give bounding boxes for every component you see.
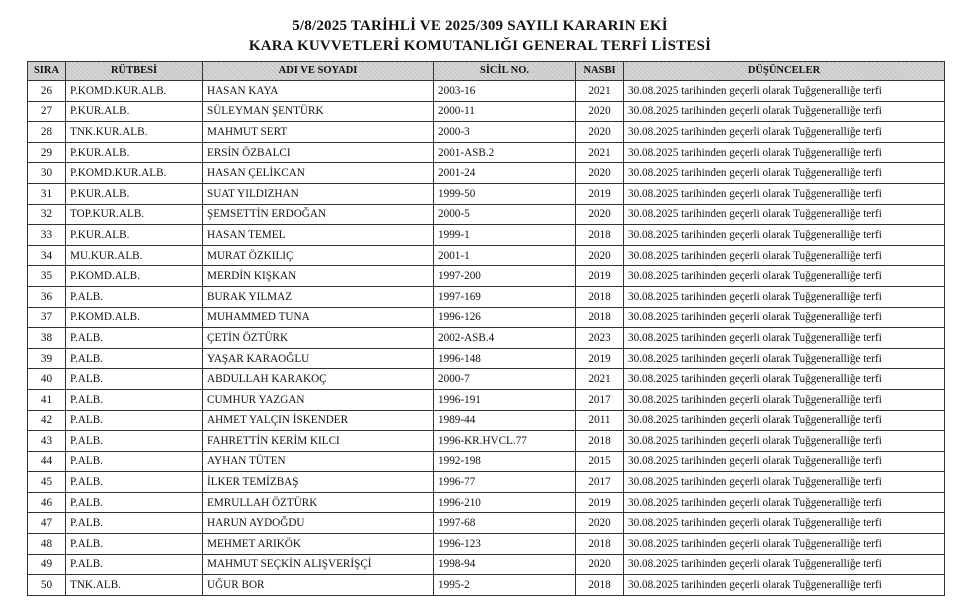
cell-nasbi: 2020	[576, 101, 624, 122]
cell-dusunceler: 30.08.2025 tarihinden geçerli olarak Tuğgeneralliğe terfi	[624, 472, 945, 493]
cell-sicil: 1996-KR.HVCL.77	[434, 431, 576, 452]
cell-sicil: 1992-198	[434, 451, 576, 472]
cell-rutbe: MU.KUR.ALB.	[66, 245, 203, 266]
header-dusunceler: DÜŞÜNCELER	[624, 62, 945, 81]
cell-name: HASAN ÇELİKCAN	[203, 163, 434, 184]
cell-dusunceler: 30.08.2025 tarihinden geçerli olarak Tuğgeneralliğe terfi	[624, 575, 945, 596]
cell-dusunceler: 30.08.2025 tarihinden geçerli olarak Tuğgeneralliğe terfi	[624, 101, 945, 122]
cell-sicil: 1996-148	[434, 348, 576, 369]
cell-nasbi: 2020	[576, 245, 624, 266]
cell-rutbe: P.ALB.	[66, 328, 203, 349]
cell-sira: 35	[28, 266, 66, 287]
cell-sira: 43	[28, 431, 66, 452]
cell-name: ERSİN ÖZBALCI	[203, 142, 434, 163]
table-body	[28, 81, 945, 596]
cell-rutbe: TOP.KUR.ALB.	[66, 204, 203, 225]
cell-sicil: 1998-94	[434, 554, 576, 575]
cell-sira: 41	[28, 389, 66, 410]
cell-sira: 50	[28, 575, 66, 596]
header-sicil: SİCİL NO.	[434, 62, 576, 81]
cell-name: SÜLEYMAN ŞENTÜRK	[203, 101, 434, 122]
cell-rutbe: TNK.KUR.ALB.	[66, 122, 203, 143]
cell-nasbi: 2018	[576, 534, 624, 555]
cell-rutbe: P.KOMD.KUR.ALB.	[66, 81, 203, 102]
cell-sira: 45	[28, 472, 66, 493]
cell-name: HASAN KAYA	[203, 81, 434, 102]
table-row	[28, 348, 945, 369]
cell-name: ŞEMSETTİN ERDOĞAN	[203, 204, 434, 225]
cell-sira: 28	[28, 122, 66, 143]
cell-name: MAHMUT SEÇKİN ALIŞVERİŞÇİ	[203, 554, 434, 575]
cell-sira: 48	[28, 534, 66, 555]
cell-nasbi: 2020	[576, 122, 624, 143]
table-row	[28, 575, 945, 596]
cell-rutbe: P.ALB.	[66, 513, 203, 534]
cell-nasbi: 2015	[576, 451, 624, 472]
cell-name: MERDİN KIŞKAN	[203, 266, 434, 287]
table-row	[28, 286, 945, 307]
cell-rutbe: P.KOMD.ALB.	[66, 266, 203, 287]
cell-sira: 38	[28, 328, 66, 349]
cell-name: MUHAMMED TUNA	[203, 307, 434, 328]
cell-dusunceler: 30.08.2025 tarihinden geçerli olarak Tuğgeneralliğe terfi	[624, 122, 945, 143]
cell-rutbe: P.ALB.	[66, 472, 203, 493]
cell-name: İLKER TEMİZBAŞ	[203, 472, 434, 493]
cell-sicil: 1989-44	[434, 410, 576, 431]
cell-nasbi: 2023	[576, 328, 624, 349]
cell-rutbe: P.ALB.	[66, 348, 203, 369]
cell-rutbe: P.ALB.	[66, 286, 203, 307]
cell-sicil: 2001-ASB.2	[434, 142, 576, 163]
cell-nasbi: 2020	[576, 513, 624, 534]
cell-name: ÇETİN ÖZTÜRK	[203, 328, 434, 349]
cell-sira: 49	[28, 554, 66, 575]
cell-dusunceler: 30.08.2025 tarihinden geçerli olarak Tuğgeneralliğe terfi	[624, 245, 945, 266]
cell-sira: 36	[28, 286, 66, 307]
cell-nasbi: 2021	[576, 369, 624, 390]
cell-sira: 27	[28, 101, 66, 122]
cell-nasbi: 2020	[576, 554, 624, 575]
cell-sira: 39	[28, 348, 66, 369]
table-row	[28, 122, 945, 143]
cell-dusunceler: 30.08.2025 tarihinden geçerli olarak Tuğgeneralliğe terfi	[624, 492, 945, 513]
table-row	[28, 472, 945, 493]
cell-sira: 47	[28, 513, 66, 534]
cell-nasbi: 2019	[576, 183, 624, 204]
cell-nasbi: 2019	[576, 348, 624, 369]
cell-sira: 34	[28, 245, 66, 266]
table-row	[28, 554, 945, 575]
cell-rutbe: P.KUR.ALB.	[66, 183, 203, 204]
cell-nasbi: 2011	[576, 410, 624, 431]
cell-name: HASAN TEMEL	[203, 225, 434, 246]
cell-rutbe: P.ALB.	[66, 492, 203, 513]
cell-dusunceler: 30.08.2025 tarihinden geçerli olarak Tuğgeneralliğe terfi	[624, 513, 945, 534]
cell-nasbi: 2021	[576, 81, 624, 102]
cell-sira: 46	[28, 492, 66, 513]
table-row	[28, 513, 945, 534]
table-row	[28, 183, 945, 204]
document-title: 5/8/2025 TARİHLİ VE 2025/309 SAYILI KARARIN EKİ	[292, 18, 668, 34]
cell-sicil: 2001-24	[434, 163, 576, 184]
cell-sira: 30	[28, 163, 66, 184]
table-row	[28, 163, 945, 184]
table-row	[28, 225, 945, 246]
table-row	[28, 204, 945, 225]
cell-sicil: 2001-1	[434, 245, 576, 266]
cell-nasbi: 2018	[576, 307, 624, 328]
cell-sira: 33	[28, 225, 66, 246]
cell-nasbi: 2017	[576, 472, 624, 493]
cell-dusunceler: 30.08.2025 tarihinden geçerli olarak Tuğgeneralliğe terfi	[624, 225, 945, 246]
cell-sira: 44	[28, 451, 66, 472]
cell-sicil: 2000-3	[434, 122, 576, 143]
cell-name: UĞUR BOR	[203, 575, 434, 596]
cell-sicil: 1996-77	[434, 472, 576, 493]
cell-sicil: 1999-50	[434, 183, 576, 204]
document-subtitle: KARA KUVVETLERİ KOMUTANLIĞI GENERAL TERFİ LİSTESİ	[248, 38, 712, 54]
cell-name: MURAT ÖZKILIÇ	[203, 245, 434, 266]
cell-dusunceler: 30.08.2025 tarihinden geçerli olarak Tuğgeneralliğe terfi	[624, 307, 945, 328]
cell-rutbe: P.ALB.	[66, 534, 203, 555]
cell-sicil: 1996-126	[434, 307, 576, 328]
cell-nasbi: 2020	[576, 163, 624, 184]
cell-sicil: 2000-5	[434, 204, 576, 225]
cell-sicil: 1996-191	[434, 389, 576, 410]
cell-name: CUMHUR YAZGAN	[203, 389, 434, 410]
cell-name: FAHRETTİN KERİM KILCI	[203, 431, 434, 452]
cell-name: BURAK YILMAZ	[203, 286, 434, 307]
cell-nasbi: 2021	[576, 142, 624, 163]
cell-name: AYHAN TÜTEN	[203, 451, 434, 472]
cell-dusunceler: 30.08.2025 tarihinden geçerli olarak Tuğgeneralliğe terfi	[624, 410, 945, 431]
cell-sicil: 2000-11	[434, 101, 576, 122]
cell-name: EMRULLAH ÖZTÜRK	[203, 492, 434, 513]
cell-name: YAŞAR KARAOĞLU	[203, 348, 434, 369]
header-nasbi: NASBI	[576, 62, 624, 81]
cell-dusunceler: 30.08.2025 tarihinden geçerli olarak Tuğgeneralliğe terfi	[624, 389, 945, 410]
cell-rutbe: TNK.ALB.	[66, 575, 203, 596]
table-row	[28, 266, 945, 287]
cell-nasbi: 2018	[576, 431, 624, 452]
cell-sira: 29	[28, 142, 66, 163]
table-row	[28, 492, 945, 513]
cell-name: AHMET YALÇIN İSKENDER	[203, 410, 434, 431]
table-header-row	[28, 62, 945, 81]
cell-name: ABDULLAH KARAKOÇ	[203, 369, 434, 390]
cell-sicil: 1997-68	[434, 513, 576, 534]
cell-nasbi: 2018	[576, 225, 624, 246]
table-row	[28, 101, 945, 122]
header-sira: SIRA	[28, 62, 66, 81]
cell-rutbe: P.ALB.	[66, 369, 203, 390]
cell-name: MEHMET ARIKÖK	[203, 534, 434, 555]
cell-nasbi: 2018	[576, 575, 624, 596]
cell-sira: 42	[28, 410, 66, 431]
cell-dusunceler: 30.08.2025 tarihinden geçerli olarak Tuğgeneralliğe terfi	[624, 348, 945, 369]
cell-dusunceler: 30.08.2025 tarihinden geçerli olarak Tuğgeneralliğe terfi	[624, 266, 945, 287]
cell-sira: 40	[28, 369, 66, 390]
cell-nasbi: 2017	[576, 389, 624, 410]
cell-rutbe: P.KOMD.ALB.	[66, 307, 203, 328]
cell-sicil: 1995-2	[434, 575, 576, 596]
cell-dusunceler: 30.08.2025 tarihinden geçerli olarak Tuğgeneralliğe terfi	[624, 534, 945, 555]
cell-name: HARUN AYDOĞDU	[203, 513, 434, 534]
cell-dusunceler: 30.08.2025 tarihinden geçerli olarak Tuğgeneralliğe terfi	[624, 81, 945, 102]
cell-sicil: 2002-ASB.4	[434, 328, 576, 349]
cell-rutbe: P.ALB.	[66, 451, 203, 472]
table-row	[28, 451, 945, 472]
table-row	[28, 307, 945, 328]
cell-sicil: 1999-1	[434, 225, 576, 246]
cell-rutbe: P.KOMD.KUR.ALB.	[66, 163, 203, 184]
cell-dusunceler: 30.08.2025 tarihinden geçerli olarak Tuğgeneralliğe terfi	[624, 369, 945, 390]
table-row	[28, 369, 945, 390]
cell-dusunceler: 30.08.2025 tarihinden geçerli olarak Tuğgeneralliğe terfi	[624, 183, 945, 204]
cell-sicil: 2000-7	[434, 369, 576, 390]
cell-name: MAHMUT SERT	[203, 122, 434, 143]
cell-sicil: 1997-200	[434, 266, 576, 287]
cell-dusunceler: 30.08.2025 tarihinden geçerli olarak Tuğgeneralliğe terfi	[624, 142, 945, 163]
table-row	[28, 245, 945, 266]
cell-sicil: 1996-123	[434, 534, 576, 555]
table-row	[28, 410, 945, 431]
cell-rutbe: P.ALB.	[66, 410, 203, 431]
table-row	[28, 389, 945, 410]
table-row	[28, 534, 945, 555]
table-row	[28, 328, 945, 349]
cell-sicil: 1997-169	[434, 286, 576, 307]
cell-nasbi: 2019	[576, 492, 624, 513]
cell-nasbi: 2020	[576, 204, 624, 225]
cell-rutbe: P.KUR.ALB.	[66, 142, 203, 163]
cell-rutbe: P.ALB.	[66, 431, 203, 452]
cell-rutbe: P.ALB.	[66, 554, 203, 575]
cell-rutbe: P.ALB.	[66, 389, 203, 410]
table-row	[28, 431, 945, 452]
cell-name: SUAT YILDIZHAN	[203, 183, 434, 204]
cell-rutbe: P.KUR.ALB.	[66, 225, 203, 246]
cell-sira: 31	[28, 183, 66, 204]
cell-dusunceler: 30.08.2025 tarihinden geçerli olarak Tuğgeneralliğe terfi	[624, 204, 945, 225]
header-name: ADI VE SOYADI	[203, 62, 434, 81]
cell-nasbi: 2018	[576, 286, 624, 307]
cell-dusunceler: 30.08.2025 tarihinden geçerli olarak Tuğgeneralliğe terfi	[624, 554, 945, 575]
cell-sira: 26	[28, 81, 66, 102]
table-row	[28, 142, 945, 163]
cell-dusunceler: 30.08.2025 tarihinden geçerli olarak Tuğgeneralliğe terfi	[624, 286, 945, 307]
cell-dusunceler: 30.08.2025 tarihinden geçerli olarak Tuğgeneralliğe terfi	[624, 328, 945, 349]
cell-rutbe: P.KUR.ALB.	[66, 101, 203, 122]
header-rutbe: RÜTBESİ	[66, 62, 203, 81]
table-row	[28, 81, 945, 102]
cell-nasbi: 2019	[576, 266, 624, 287]
cell-sicil: 2003-16	[434, 81, 576, 102]
cell-dusunceler: 30.08.2025 tarihinden geçerli olarak Tuğgeneralliğe terfi	[624, 431, 945, 452]
cell-sicil: 1996-210	[434, 492, 576, 513]
promotion-table	[27, 61, 945, 596]
cell-dusunceler: 30.08.2025 tarihinden geçerli olarak Tuğgeneralliğe terfi	[624, 163, 945, 184]
cell-dusunceler: 30.08.2025 tarihinden geçerli olarak Tuğgeneralliğe terfi	[624, 451, 945, 472]
cell-sira: 37	[28, 307, 66, 328]
cell-sira: 32	[28, 204, 66, 225]
